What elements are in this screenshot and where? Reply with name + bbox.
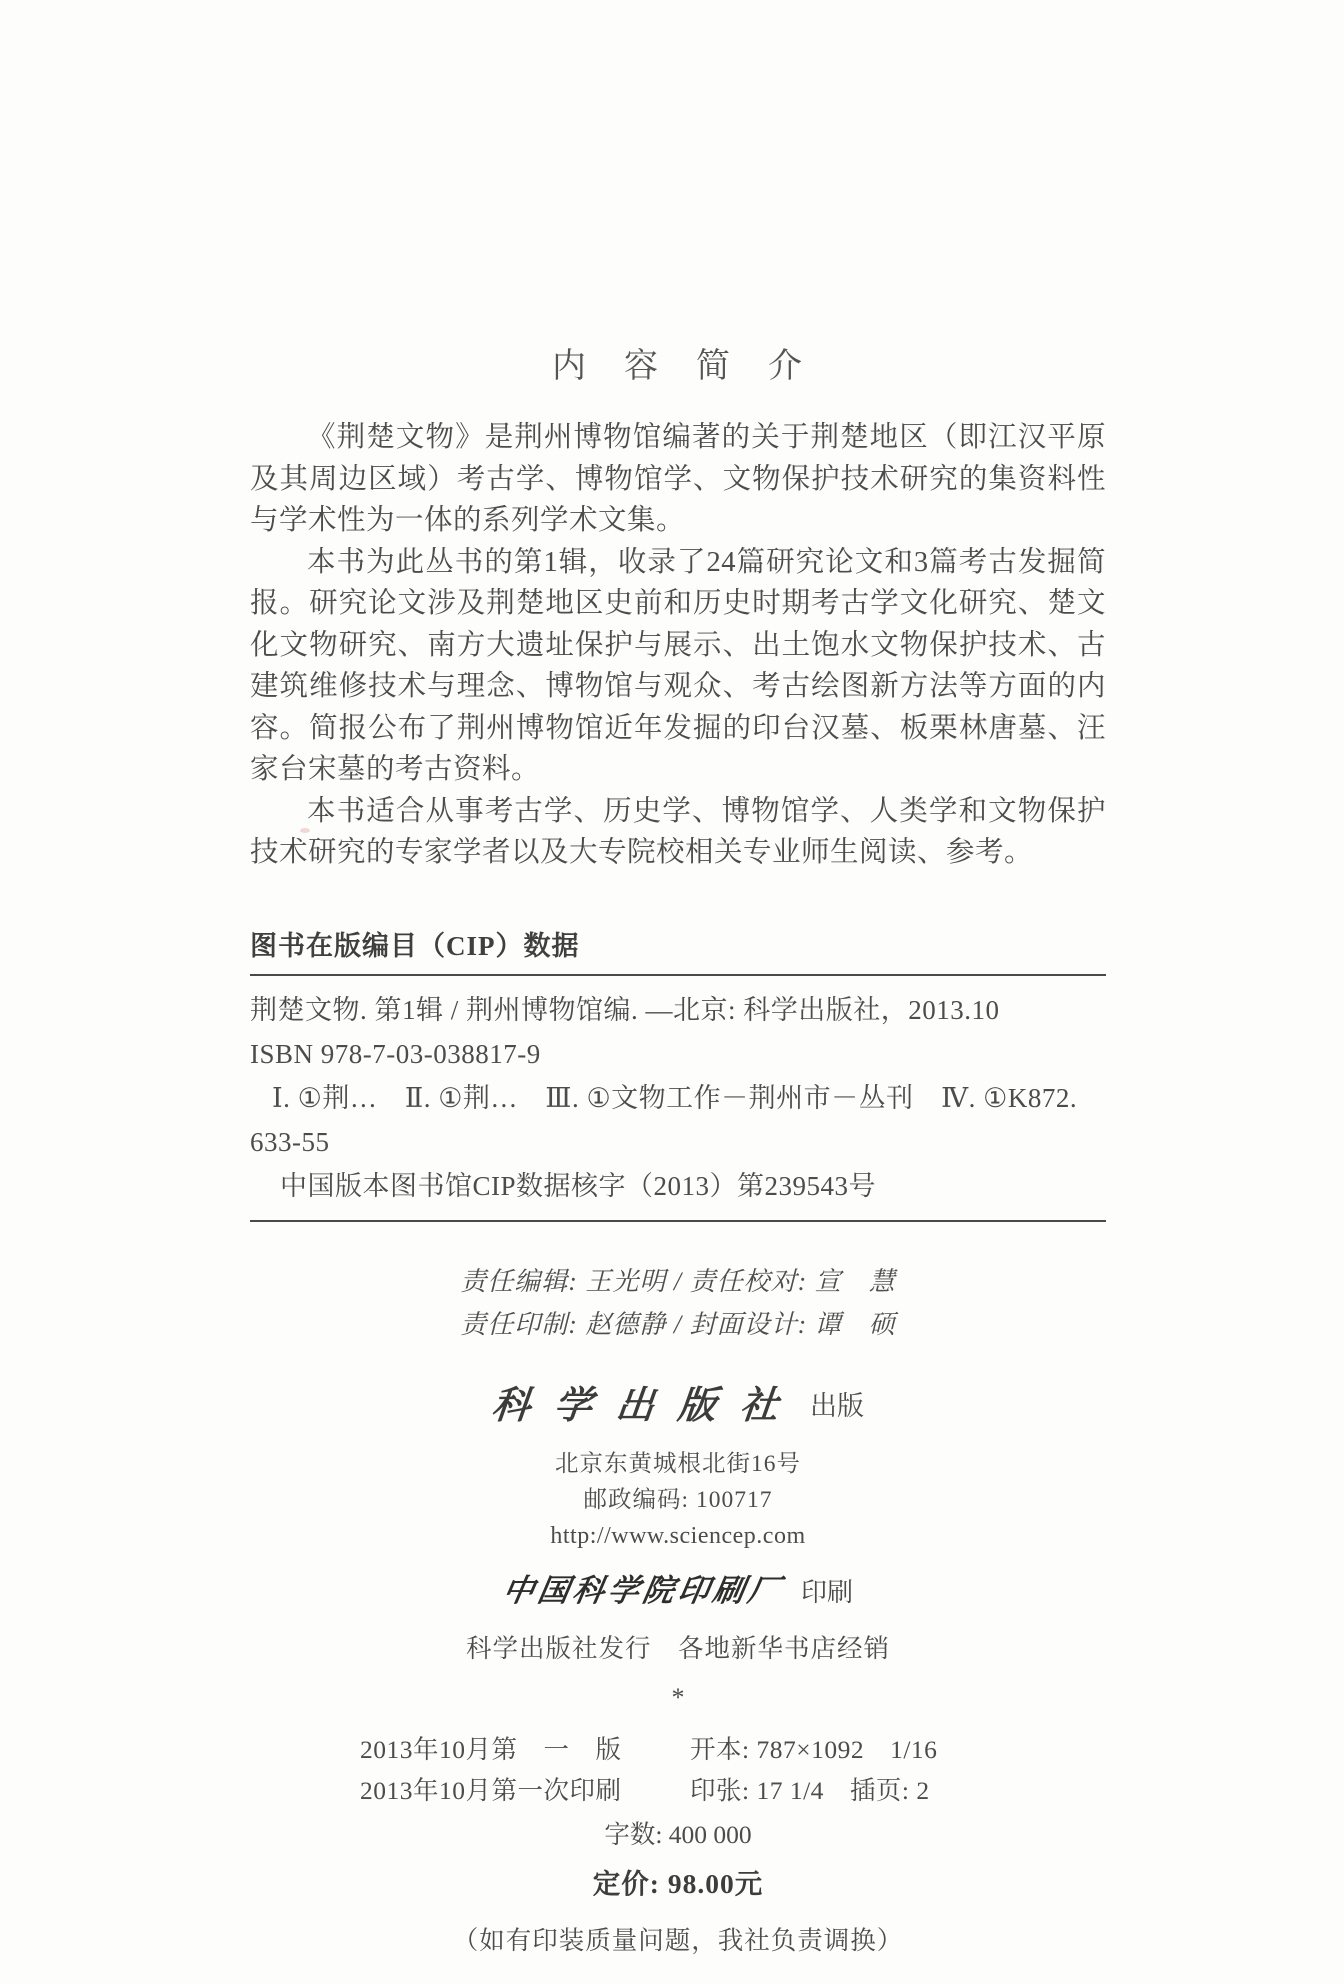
credits-line-production: 责任印制: 赵德静 / 封面设计: 谭 硕	[460, 1309, 896, 1339]
credits-line-editors: 责任编辑: 王光明 / 责任校对: 宣 慧	[460, 1266, 896, 1296]
edition-row-2	[250, 1770, 1106, 1811]
star-separator: *	[671, 1682, 685, 1712]
cip-block	[250, 924, 1106, 1222]
cip-classification: Ⅰ. ①荆… Ⅱ. ①荆… Ⅲ. ①文物工作－荆州市－丛刊 Ⅳ. ①K872.	[272, 1082, 1078, 1113]
printer-logo: 中国科学院印刷厂	[499, 1572, 787, 1608]
credits-block	[250, 1260, 1106, 1346]
edition-block	[250, 1729, 1106, 1961]
cip-top-rule	[250, 974, 1106, 976]
intro-paragraph-3: 本书适合从事考古学、历史学、博物馆学、人类学和文物保护技术研究的专家学者以及大专院校相关专业师生阅读、参考。	[250, 795, 1106, 868]
intro-paragraph-1: 《荆楚文物》是荆州博物馆编著的关于荆楚地区（即江汉平原及其周边区域）考古学、博物馆学、文物保护技术研究的集资料性与学术性为一体的系列学术文集。	[250, 422, 1106, 536]
edition-row-1	[250, 1729, 1106, 1770]
cip-title-line: 荆楚文物. 第1辑 / 荆州博物馆编. —北京: 科学出版社，2013.10	[250, 994, 1000, 1025]
price: 定价: 98.00元	[592, 1867, 764, 1899]
publisher-url: http://www.sciencep.com	[550, 1522, 806, 1549]
publisher-postal-code: 邮政编码: 100717	[583, 1486, 773, 1513]
intro-paragraph-2: 本书为此丛书的第1辑，收录了24篇研究论文和3篇考古发掘简报。研究论文涉及荆楚地区史前和历史时期考古学文化研究、楚文化文物研究、南方大遗址保护与展示、出土饱水文物保护技术、古建筑维修技术与理念、博物馆与观众、考古绘图新方法等方面的内容。简报公布了荆州博物馆近年发掘的印台汉墓、板栗林唐墓、汪家台宋墓的考古资料。	[250, 546, 1106, 785]
print-label: 印刷	[800, 1577, 853, 1607]
edition-date: 2013年10月第 一 版	[360, 1734, 622, 1764]
sheets-spec: 印张: 17 1/4 插页: 2	[690, 1775, 930, 1805]
cip-isbn: ISBN 978-7-03-038817-9	[250, 1038, 541, 1069]
cip-record-number: 中国版本图书馆CIP数据核字（2013）第239543号	[280, 1170, 877, 1201]
intro-title: 内 容 简 介	[552, 348, 804, 385]
printing-date: 2013年10月第一次印刷	[360, 1775, 622, 1805]
cip-header: 图书在版编目（CIP）数据	[250, 930, 580, 961]
cip-bottom-rule	[250, 1220, 1106, 1222]
publisher-line	[250, 1380, 1106, 1440]
word-count: 字数: 400 000	[604, 1819, 752, 1849]
scan-smudge	[300, 828, 310, 833]
distribution-line: 科学出版社发行 各地新华书店经销	[465, 1633, 890, 1663]
publish-label: 出版	[810, 1390, 864, 1421]
publisher-block	[250, 1380, 1106, 1961]
printer-line	[250, 1569, 1106, 1619]
page-content	[250, 0, 1106, 1961]
cip-classification-cont: 633-55	[250, 1126, 330, 1157]
quality-note: （如有印装质量问题，我社负责调换）	[452, 1925, 904, 1955]
publisher-address: 北京东黄城根北街16号	[555, 1450, 801, 1477]
format-spec: 开本: 787×1092 1/16	[690, 1734, 938, 1764]
science-press-logo: 科学出版社	[489, 1384, 805, 1427]
